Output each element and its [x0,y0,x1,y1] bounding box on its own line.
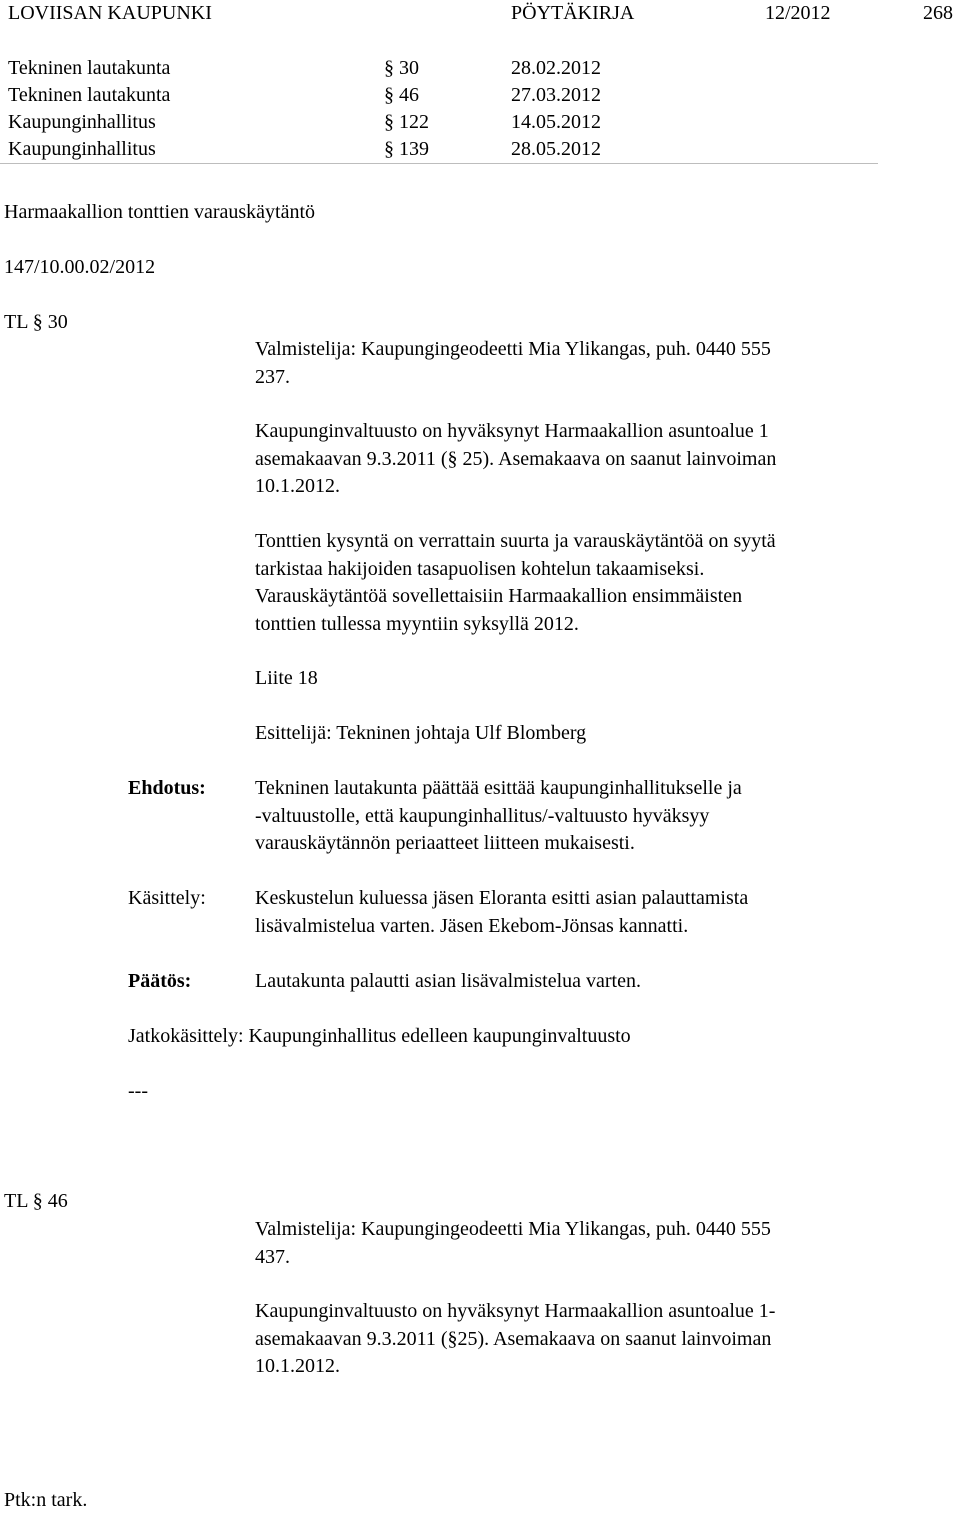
text-line: Valmistelija: Kaupungingeodeetti Mia Ylikangas, puh. 0440 555 [255,338,771,360]
history-date: 28.05.2012 [511,138,601,160]
footer-checker: Ptk:n tark. [4,1489,88,1511]
history-body: Tekninen lautakunta [8,57,171,79]
history-paragraph: § 122 [384,111,429,133]
page-number: 268 [923,2,953,24]
decision-text: Lautakunta palautti asian lisävalmistelua varten. [255,970,641,992]
further-handling: Jatkokäsittely: Kaupunginhallitus edelleen kaupunginvaltuusto [128,1025,631,1047]
history-paragraph: § 46 [384,84,419,106]
text-line: 10.1.2012. [255,1355,340,1377]
proposal-text [255,775,895,858]
section-label-tl30: TL § 30 [4,311,68,333]
text-line: Tonttien kysyntä on verrattain suurta ja varauskäytäntöä on syytä [255,530,776,552]
text-line: 10.1.2012. [255,475,340,497]
history-body: Kaupunginhallitus [8,138,156,160]
text-line: Tekninen lautakunta päättää esittää kaupunginhallitukselle ja [255,777,742,799]
case-title: Harmaakallion tonttien varauskäytäntö [4,201,316,223]
history-paragraph: § 139 [384,138,429,160]
section-label-tl46: TL § 46 [4,1190,68,1212]
text-line: 237. [255,365,290,388]
org-name: LOVIISAN KAUPUNKI [8,2,212,24]
text-line: tonttien tullessa myyntiin syksyllä 2012. [255,612,579,635]
text-line: 437. [255,1245,290,1268]
proposal-label: Ehdotus: [128,777,206,799]
text-line: tarkistaa hakijoiden tasapuolisen kohtelun takaamiseksi. [255,557,705,580]
text-line: -valtuustolle, että kaupunginhallitus/-valtuusto hyväksyy [255,804,710,827]
attachment-label: Liite 18 [255,667,318,689]
text-line: Kaupunginvaltuusto on hyväksynyt Harmaakallion asuntoalue 1 [255,420,769,442]
text-line: Keskustelun kuluessa jäsen Eloranta esitti asian palauttamista [255,887,749,909]
text-line: Valmistelija: Kaupungingeodeetti Mia Ylikangas, puh. 0440 555 [255,1218,771,1240]
history-body: Tekninen lautakunta [8,84,171,106]
presenter: Esittelijä: Tekninen johtaja Ulf Blomberg [255,722,587,744]
preparer-tl46 [255,1216,895,1271]
paragraph-demand [255,528,895,638]
header-divider [0,163,878,164]
paragraph-plan-approval [255,418,895,501]
preparer-tl30 [255,336,895,391]
text-line: lisävalmistelua varten. Jäsen Ekebom-Jönsas kannatti. [255,914,689,937]
document-type: PÖYTÄKIRJA [511,2,635,24]
document-number: 12/2012 [765,2,831,24]
text-line: asemakaavan 9.3.2011 (§25). Asemakaava on saanut lainvoiman [255,1327,772,1350]
case-reference: 147/10.00.02/2012 [4,256,156,278]
history-body: Kaupunginhallitus [8,111,156,133]
paragraph-plan-approval-tl46 [255,1298,895,1381]
history-date: 27.03.2012 [511,84,601,106]
history-paragraph: § 30 [384,57,419,79]
text-line: Kaupunginvaltuusto on hyväksynyt Harmaakallion asuntoalue 1- [255,1300,776,1322]
decision-label: Päätös: [128,970,192,992]
text-line: asemakaavan 9.3.2011 (§ 25). Asemakaava on saanut lainvoiman [255,447,777,470]
text-line: Varauskäytäntöä sovellettaisiin Harmaakallion ensimmäisten [255,585,743,607]
text-line: varauskäytännön periaatteet liitteen mukaisesti. [255,832,635,854]
handling-text [255,885,895,940]
handling-label: Käsittely: [128,887,206,909]
history-date: 14.05.2012 [511,111,601,133]
section-separator: --- [128,1080,148,1102]
history-date: 28.02.2012 [511,57,601,79]
